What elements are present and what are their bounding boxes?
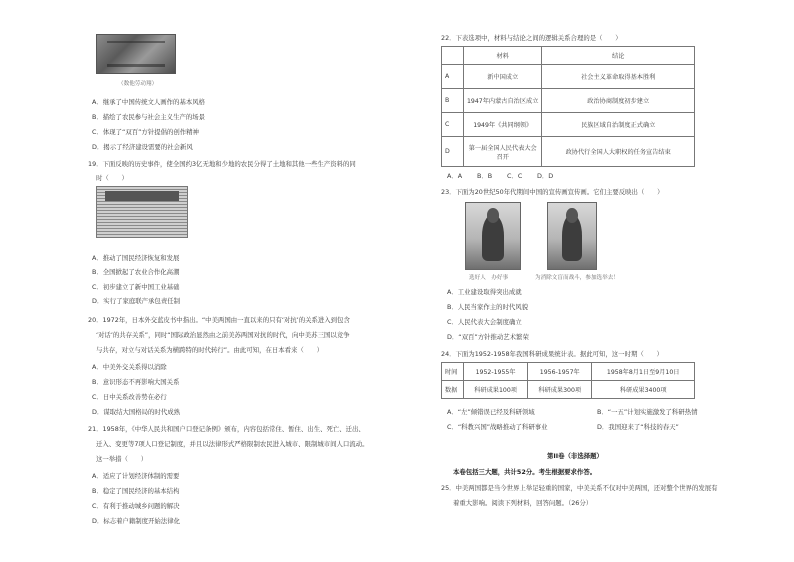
q22-option-d[interactable]: D．D [537,172,554,180]
q24-cell: 科研成果300项 [528,381,592,399]
q23-option-a[interactable]: A．工业建设取得突出成就 [447,288,522,296]
q18-option-b[interactable]: B．描绘了农民参与社会主义生产的场景 [92,113,206,121]
painting-image [96,34,176,74]
table-row [442,89,695,113]
q22-cell: A [442,65,464,89]
q22-cell: 1949年《共同纲领》 [464,113,542,137]
q20-option-c[interactable]: C．日中关系改善势在必行 [92,393,167,401]
q22-cell: D [442,137,464,167]
q21-stem-line1: 21．1958年，《中华人民共和国户口登记条例》颁布，内容包括常住、暂住、出生、死亡、迁出、 [88,425,365,433]
q20-option-b[interactable]: B．意识形态不再影响大国关系 [92,378,180,386]
q25-stem-line1: 25．中美两国都是当今世界上举足轻重的国家，中美关系不仅对中美两国，还对整个世界的发展有 [441,484,718,492]
q22-option-b[interactable]: B．B [477,172,493,180]
q19-option-c[interactable]: C．初步建立了新中国工业基础 [92,283,180,291]
newspaper-image [96,186,188,238]
q22-header-cell: 材料 [464,47,542,65]
q22-cell: 1947年内蒙古自治区成立 [464,89,542,113]
poster-figure-head [566,208,578,223]
q24-option-d[interactable]: D．我国迎来了“科技的春天” [597,423,679,431]
q24-option-b[interactable]: B．“一五”计划实施激发了科研热情 [597,408,698,416]
q22-option-a[interactable]: A．A [447,172,463,180]
part2-title: 第II卷（非选择题） [547,452,603,460]
q24-row-label: 数据 [442,381,464,399]
q23-stem: 23．下面为20世纪50年代期间中国的宣传画宣传画。它们主要反映出（ ） [441,188,664,196]
q22-cell: 第一届全国人民代表大会召开 [464,137,542,167]
q22-cell: 政协代行全国人大职权的任务宣告结束 [542,137,695,167]
q19-option-d[interactable]: D．实行了家庭联产承包责任制 [92,297,180,305]
part2-note: 本卷包括三大题，共计52分。考生根据要求作答。 [453,468,597,476]
q24-option-a[interactable]: A．“左”倾错误已经及科研领域 [447,408,535,416]
q24-cell: 1952-1955年 [464,363,528,381]
q24-stem: 24．下面为1952-1958年我国科研成果统计表。据此可知，这一时期（ ） [441,350,663,358]
q21-option-a[interactable]: A．适应了计划经济体制的需要 [92,472,180,480]
q24-row-label: 时间 [442,363,464,381]
q22-cell: C [442,113,464,137]
q20-option-a[interactable]: A．中美外交关系得以消除 [92,363,167,371]
poster-figure-head [487,208,500,223]
q24-cell: 科研成果3400项 [592,381,695,399]
q21-option-b[interactable]: B．稳定了国民经济的基本结构 [92,487,180,495]
q24-cell: 1956-1957年 [528,363,592,381]
q19-stem-line1: 19．下面反映的历史事件，使全国约3亿无地和少地的农民分得了土地和其他一些生产资料的同 [88,160,356,168]
q24-cell: 1958年8月1日至9月10日 [592,363,695,381]
q23-option-d[interactable]: D．“双百”方针推动艺术繁荣 [447,333,529,341]
q22-table-header [442,47,695,65]
poster-left-image [465,202,521,270]
q22-option-c[interactable]: C．C [507,172,523,180]
q18-option-a[interactable]: A．继承了中国传统文人画作的基本风格 [92,98,206,106]
q22-table [441,46,695,167]
table-row [442,381,695,399]
q18-option-d[interactable]: D．揭示了经济建设需要的社会新风 [92,143,193,151]
q22-cell: 民族区域自治制度正式确立 [542,113,695,137]
q23-option-b[interactable]: B．人民当家作主的时代风貌 [447,303,529,311]
poster-right-caption: 为消除文盲而战斗，参加选举去！ [535,275,619,281]
q22-cell: 社会主义革命取得基本胜利 [542,65,695,89]
q22-header-cell: 结论 [542,47,695,65]
q20-stem-line3: 与共存，对立与对话关系为横跨特的时代转行”。由此可知，在日本看来（ ） [96,346,323,354]
q24-cell: 科研成果100项 [464,381,528,399]
table-row [442,363,695,381]
q22-cell: B [442,89,464,113]
q24-option-c[interactable]: C．“科教兴国”战略推动了科研事业 [447,423,548,431]
q19-option-b[interactable]: B．全国掀起了农业合作化高潮 [92,268,180,276]
q18-option-c[interactable]: C．体现了“双百”方针提倡的创作精神 [92,128,199,136]
q23-option-c[interactable]: C．人民代表大会制度确立 [447,318,522,326]
q24-table [441,362,695,399]
table-row [442,137,695,167]
q22-header-cell [442,47,464,65]
table-row [442,65,695,89]
q19-stem-line2: 时（ ） [96,174,128,182]
q20-option-d[interactable]: D．谋取结大国格局的时代成熟 [92,408,180,416]
q19-option-a[interactable]: A．推动了国民经济恢复和发展 [92,254,180,262]
q21-stem-line2: 迁入、变更等7项人口登记制度，并且以法律形式严格限制农民进入城市、限制城市间人口流动。 [96,440,369,448]
poster-right-image [547,202,597,270]
table-row [442,113,695,137]
q20-stem-line1: 20．1972年，日本外交蓝皮书中指出。“中美两国由一直以来的只有‘对抗’的关系进入到包含 [88,316,350,324]
q22-cell: 政治协商制度初步建立 [542,89,695,113]
q21-stem-line3: 这一举措（ ） [96,455,148,463]
q22-stem: 22．下表选项中，材料与结论之间的逻辑关系合理的是（ ） [441,34,622,42]
q21-option-d[interactable]: D．标志着户籍制度开始法律化 [92,517,180,525]
poster-left-caption: 选好人 办好事 [469,275,509,281]
q22-cell: 新中国成立 [464,65,542,89]
q20-stem-line2: ‘对话’的共存关系”，同时“国际政治显然由之前美苏两国对抗的时代，向中美苏三国以竞争 [96,331,350,339]
painting-caption: （数他劳动翔） [118,81,158,87]
q25-stem-line2: 着重大影响。阅读下列材料，回答问题。（26分） [453,499,593,507]
q21-option-c[interactable]: C．有利于推动城乡问题的解决 [92,502,180,510]
